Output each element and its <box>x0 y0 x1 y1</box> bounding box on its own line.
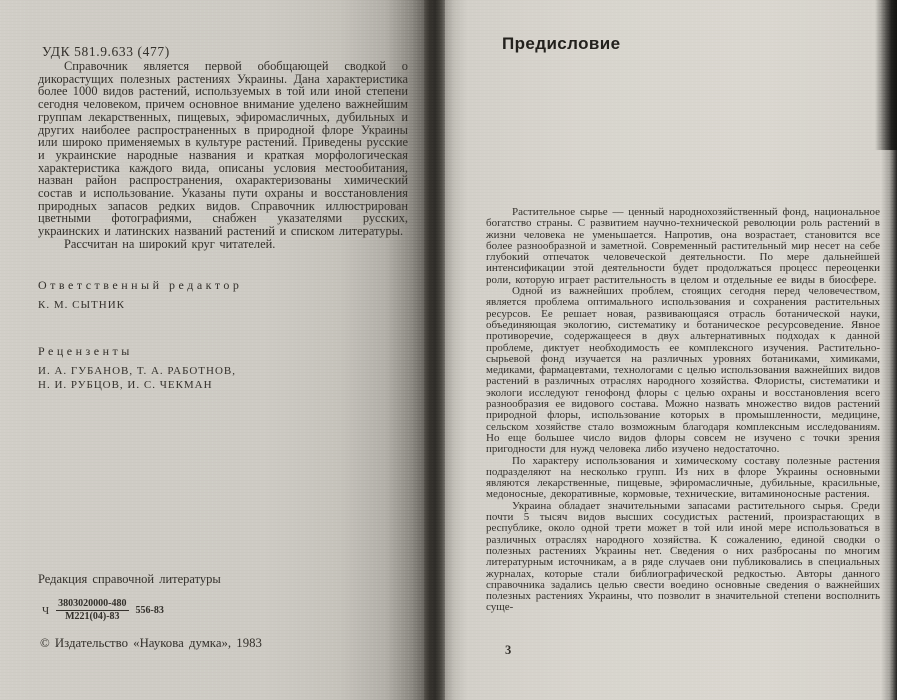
reviewers-label: Рецензенты <box>38 344 133 358</box>
right-page <box>445 0 897 700</box>
chapter-heading: Предисловие <box>502 34 621 53</box>
annotation-text: Справочник является первой обобщающей сводкой о дикорастущих полезных растениях Украины. Дана характеристика более 1000 видов растений, используемых в той или иной степени сегодня человеком, причем основное внимание уделено важнейшим группам лекарственных, пищевых, эфиромасличных, дубильных и других наиболее распространенных в природной флоре Украины или широко применяемых в культуре растений. Приведены русские и украинские народные названия и краткая морфологическая характеристика каждого вида, описаны условия местообитания, назван район распространения, охарактеризованы химический состав и использование. Указаны пути охраны и восстановления природных запасов редких видов. Справочник иллюстрирован цветными фотографиями, снабжен указателями русских, украинских и латинских названий растений и списком литературы. <box>38 59 408 239</box>
copyright-line: © Издательство «Наукова думка», 1983 <box>40 636 262 650</box>
code-suffix: 556-83 <box>135 605 164 616</box>
code-numerator: 3803020000-480 <box>58 598 127 609</box>
editor-label: Ответственный редактор <box>38 278 243 292</box>
reviewer-names-line1: И. А. ГУБАНОВ, Т. А. РАБОТНОВ, <box>38 365 236 377</box>
readership-note: Рассчитан на широкий круг читателей. <box>64 236 276 251</box>
annotation-block <box>38 60 408 251</box>
reviewers-block <box>38 344 236 392</box>
left-page <box>0 0 424 700</box>
preface-paragraph-1: Растительное сырье — ценный народнохозяйственный фонд, национальное богатство страны. С развитием научно-технической революции роль растений в жизни человека не уменьшается. Напротив, она возрастает, становится все более разнообразной и заметной. Современный растительный мир несет на себе глубокий отпечаток человеческой деятельности. По мере дальнейшей интенсификации этой деятельности будет продолжаться процесс переоценки роли, которую играет растительность в целом и отдельные ее виды в биосфере. <box>486 206 880 286</box>
page-gutter-shadow <box>424 0 445 700</box>
book-classification-code <box>42 598 164 623</box>
editor-block <box>38 278 242 312</box>
preface-paragraph-4: Украина обладает значительными запасами растительного сырья. Среди почти 5 тысяч видов высших сосудистых растений, произрастающих в республике, около одной трети может в той или иной мере использоваться в различных отраслях народного хозяйства. К сожалению, единой сводки о полезных растениях Украины нет. Сведения о них разбросаны по многим литературным источникам, а в ряде случаев они публиковались в специальных журналах, которые стали библиографической редкостью. Авторы данного справочника задались целью свести воедино основные сведения о важнейших полезных растениях Украины, что позволит в значительной степени восполнить суще- <box>486 499 880 614</box>
edition-note: Редакция справочной литературы <box>38 572 221 586</box>
preface-body <box>486 207 880 614</box>
reviewer-names-line2: Н. И. РУБЦОВ, И. С. ЧЕКМАН <box>38 379 213 391</box>
code-denominator: М221(04)-83 <box>65 611 120 622</box>
preface-paragraph-3: По характеру использования и химическому составу полезные растения подразделяют на несколько групп. Из них в флоре Украины основными являются лекарственные, пищевые, эфиромасличные, дубильные, красильные, медоносные, декоративные, кормовые, технические, витаминоносные растения. <box>486 454 880 501</box>
page-number: 3 <box>505 643 512 657</box>
code-prefix: Ч <box>42 604 50 617</box>
preface-paragraph-2: Одной из важнейших проблем, стоящих сегодня перед человечеством, является проблема оптимального использования и сохранения растительных ресурсов. Ее решает новая, развивающаяся отрасль ботанической науки, объединяющая экологию, систематику и ботаническое ресурсоведение. Явное противоречие, содержащееся в двух альтернативных подходах к данной проблеме, диктует необходимость ее комплексного изучения. Растительно-сырьевой фонд изучается на различных уровнях ботаниками, химиками, медиками, фармацевтами, технологами с целью использования важнейших видов растений в различных отраслях народного хозяйства. Флористы, систематики и экологи исследуют генофонд флоры с целью охраны и восстановления всего разнообразия ее видового состава. Можно назвать множество видов растений природной флоры, использование которых в промышленности, медицине, сельском хозяйстве стало возможным благодаря комплексным исследованиям. Но еще большее число видов флоры совсем не изучено с точки зрения пригодности для нужд человека либо изучено недостаточно. <box>486 285 880 456</box>
udk-code: УДК 581.9.633 (477) <box>42 44 170 59</box>
editor-name: К. М. СЫТНИК <box>38 299 125 311</box>
code-fraction <box>56 598 128 623</box>
